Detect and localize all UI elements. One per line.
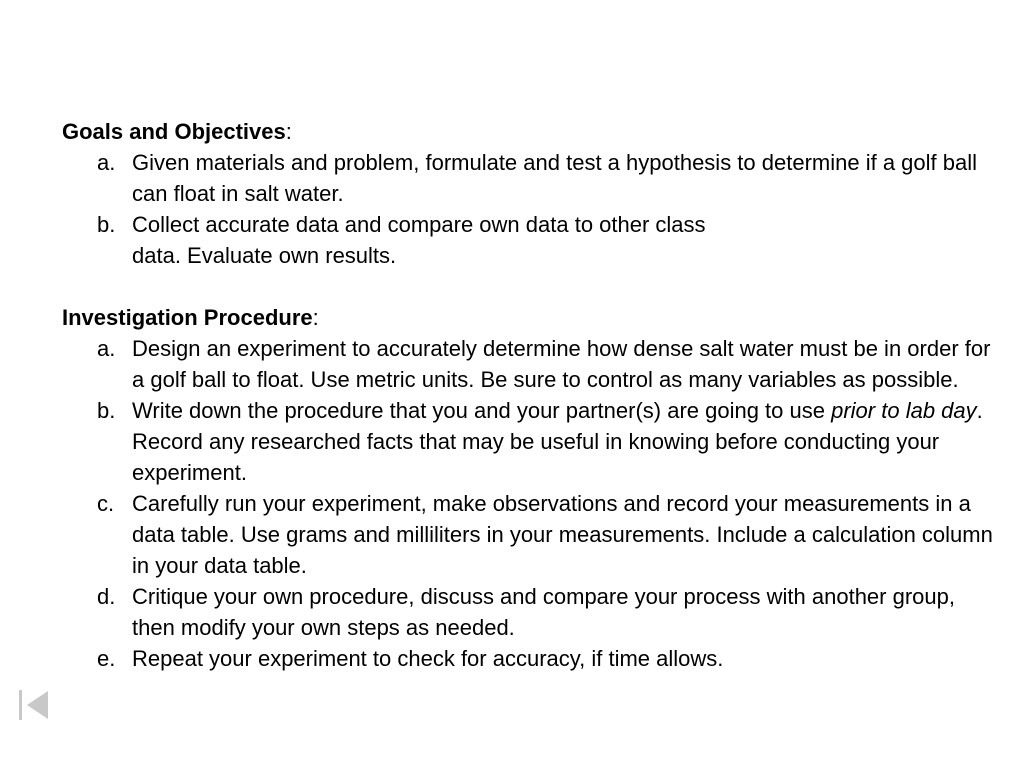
goals-list	[62, 147, 1002, 271]
goals-heading-colon: :	[285, 119, 292, 144]
list-marker: a.	[97, 150, 116, 175]
goals-item-b	[62, 209, 1002, 271]
procedure-item-text: Carefully run your experiment, make observations and record your measurements in a data table. Use grams and milliliters in your measurements. Include a calculation column in your data table.	[132, 491, 993, 578]
procedure-item-c	[62, 488, 1002, 581]
procedure-item-text: Design an experiment to accurately determine how dense salt water must be in order for a golf ball to float. Use metric units. Be sure to control as many variables as possible.	[132, 336, 991, 392]
goals-item-text-line2: data. Evaluate own results.	[132, 243, 397, 268]
first-slide-button[interactable]	[18, 688, 50, 722]
slide-content	[62, 116, 1002, 674]
procedure-item-text: Critique your own procedure, discuss and compare your process with another group, then modify your own steps as needed.	[132, 584, 955, 640]
procedure-item-e	[62, 643, 1002, 674]
procedure-list	[62, 333, 1002, 674]
procedure-item-d	[62, 581, 1002, 643]
procedure-heading-colon: :	[312, 305, 319, 330]
procedure-item-b	[62, 395, 1002, 488]
goals-item-text: Given materials and problem, formulate and test a hypothesis to determine if a golf ball can float in salt water.	[132, 150, 978, 206]
list-marker: a.	[97, 336, 116, 361]
list-marker: d.	[97, 584, 116, 609]
first-slide-icon	[18, 688, 50, 722]
list-marker: b.	[97, 212, 116, 237]
procedure-item-text-before: Write down the procedure that you and your partner(s) are going to use	[132, 398, 832, 423]
goals-heading: Goals and Objectives	[62, 119, 286, 144]
procedure-heading-line	[62, 302, 1002, 333]
list-marker: c.	[97, 491, 115, 516]
procedure-item-text-italic: prior to lab day	[831, 398, 977, 423]
procedure-heading: Investigation Procedure	[62, 305, 313, 330]
list-marker: b.	[97, 398, 116, 423]
goals-item-text-line1: Collect accurate data and compare own data to other class	[132, 212, 706, 237]
procedure-item-text-after: . Record any researched facts that may be useful in knowing before conducting your experiment.	[132, 398, 983, 485]
procedure-item-text: Repeat your experiment to check for accuracy, if time allows.	[132, 646, 724, 671]
goals-item-a	[62, 147, 1002, 209]
goals-heading-line	[62, 116, 1002, 147]
procedure-item-a	[62, 333, 1002, 395]
list-marker: e.	[97, 646, 116, 671]
section-spacer	[62, 271, 1002, 302]
